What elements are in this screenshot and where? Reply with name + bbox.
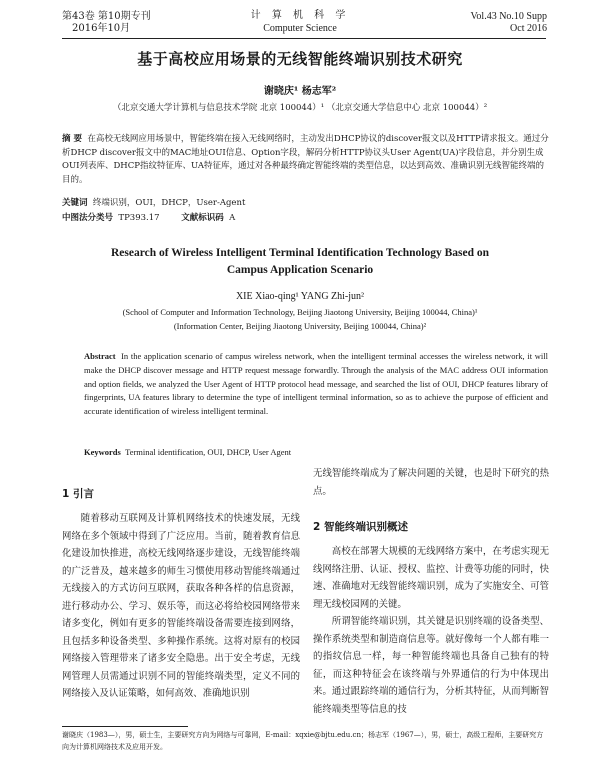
header-date-left: 2016年10月 bbox=[72, 23, 131, 34]
english-affiliation-1: (School of Computer and Information Technology, Beijing Jiaotong University, Beijing 100044, China)¹ bbox=[122, 307, 478, 317]
section-2-body bbox=[313, 543, 549, 718]
abstract-cn bbox=[62, 133, 550, 187]
paper-affiliation: （北京交通大学计算机与信息技术学院 北京 100044）¹ （北京交通大学信息中心 北京 100044）² bbox=[112, 103, 488, 113]
section-2-heading: 2 智能终端识别概述 bbox=[313, 521, 408, 533]
abstract-en bbox=[84, 350, 548, 419]
abstract-cn-label: 摘 要 bbox=[62, 134, 82, 144]
header-volume-right: Vol.43 No.10 Supp bbox=[470, 11, 547, 22]
section-2-paragraph-1: 高校在部署大规模的无线网络方案中，在考虑实现无线网络注册、认证、授权、监控、计费等功能的同时，快速、准确地对无线智能终端识别，成为了实施安全、可管理无线校园网的关键。 bbox=[313, 546, 549, 610]
english-title-line2: Campus Application Scenario bbox=[226, 264, 374, 276]
english-authors: XIE Xiao-qing¹ YANG Zhi-jun² bbox=[235, 291, 365, 302]
keywords-en-label: Keywords bbox=[84, 447, 121, 457]
abstract-cn-text: 在高校无线网应用场景中，智能终端在接入无线网络时，主动发出DHCP协议的discover报文以及HTTP请求报文。通过分析DHCP discover报文中的MAC地址OUI信息、Option字段，解码分析HTTP协议头User Agent(UA)字段信息，并分别生成OUI列表库、DHCP指纹特征库、UA特征库，通过对各种最终确定智能终端的类型信息，以达到高效、准确识别无线智能终端的目的。 bbox=[62, 134, 549, 185]
header-journal-cn: 计 算 机 科 学 bbox=[250, 10, 350, 21]
footnote-rule bbox=[62, 726, 188, 727]
footnote: 谢晓庆（1983—），男，硕士生，主要研究方向为网络与可靠网，E-mail：xqxie@bjtu.edu.cn；杨志军（1967—），男，硕士，高级工程师，主要研究方向为计算机网络技术及应用开发。 bbox=[62, 731, 544, 751]
header-volume-left: 第43卷 第10期专刊 bbox=[62, 11, 151, 22]
header-date-right: Oct 2016 bbox=[510, 23, 547, 34]
section-2-paragraph-2: 所谓智能终端识别，其关键是识别终端的设备类型、操作系统类型和制造商信息等。就好像每一个人都有唯一的指纹信息一样，每一种智能终端也具备自己独有的特征，而这种特征会在该终端与外界通信的行为中体现出来。通过跟踪终端的通信行为，分析其特征，从而判断智能终端类型等信息的技 bbox=[313, 616, 549, 715]
section-1-heading: 1 引言 bbox=[62, 488, 94, 500]
classification-line bbox=[62, 212, 550, 226]
doc-code-label: 文献标识码 bbox=[181, 213, 224, 223]
english-affiliation-2: (Information Center, Beijing Jiaotong University, Beijing 100044, China)² bbox=[173, 321, 427, 331]
class-value: TP393.17 bbox=[118, 213, 160, 223]
paper-title: 基于高校应用场景的无线智能终端识别技术研究 bbox=[137, 50, 463, 68]
keywords-en-text: Terminal identification, OUI, DHCP, User Agent bbox=[125, 447, 292, 457]
abstract-en-text: In the application scenario of campus wireless network, when the intelligent terminal accesses the wireless network, it will make the DHCP discover message and HTTP request message forwardly. Through the analysis of the MAC address OUI information and option fields, we analyzed the User Agent of HTTP protocol head message, and searched the list of OUI, DHCP features library of fingerprints, UA features library to determine the type of intelligent terminal information, so as to achieve the purpose of efficient and accurate identification of wireless intelligent terminal. bbox=[84, 351, 548, 417]
doc-code-value: A bbox=[229, 213, 236, 223]
header-rule bbox=[62, 38, 546, 39]
keywords-cn-text: 终端识别，OUI，DHCP，User-Agent bbox=[92, 198, 246, 208]
section-1-paragraph: 随着移动互联网及计算机网络技术的快速发展，无线网络在多个领域中得到了广泛应用。当前，随着教育信息化建设加快推进，高校无线网络逐步建设，无线智能终端的广泛普及，越来越多的师生习惯使用移动智能终端通过无线接入的方式访问互联网，获取各种各样的信息资源，进行移动办公、学习、娱乐等，而这必将给校园网络带来诸多变化，例如有更多的智能终端设备需要连接到网络，且包括多种设备类型、多种操作系统。这将对原有的校园网络接入管理带来了诸多安全隐患。出于安全考虑，无线网管理人员需通过识别不同的智能终端类型，定义不同的网络接入及认证策略，如何高效、准确地识别 bbox=[62, 513, 300, 699]
section-1-continued: 无线智能终端成为了解决问题的关键，也是时下研究的热点。 bbox=[313, 468, 549, 497]
section-1-body bbox=[62, 510, 300, 703]
keywords-en bbox=[84, 446, 548, 460]
abstract-en-label: Abstract bbox=[84, 351, 116, 361]
english-title-line1: Research of Wireless Intelligent Terminal Identification Technology Based on bbox=[110, 247, 490, 259]
header-journal-en: Computer Science bbox=[263, 23, 337, 34]
keywords-cn bbox=[62, 197, 550, 211]
keywords-cn-label: 关键词 bbox=[62, 198, 88, 208]
right-column-top bbox=[313, 465, 549, 500]
paper-authors: 谢晓庆¹ 杨志军² bbox=[263, 86, 337, 97]
class-label: 中图法分类号 bbox=[62, 213, 114, 223]
